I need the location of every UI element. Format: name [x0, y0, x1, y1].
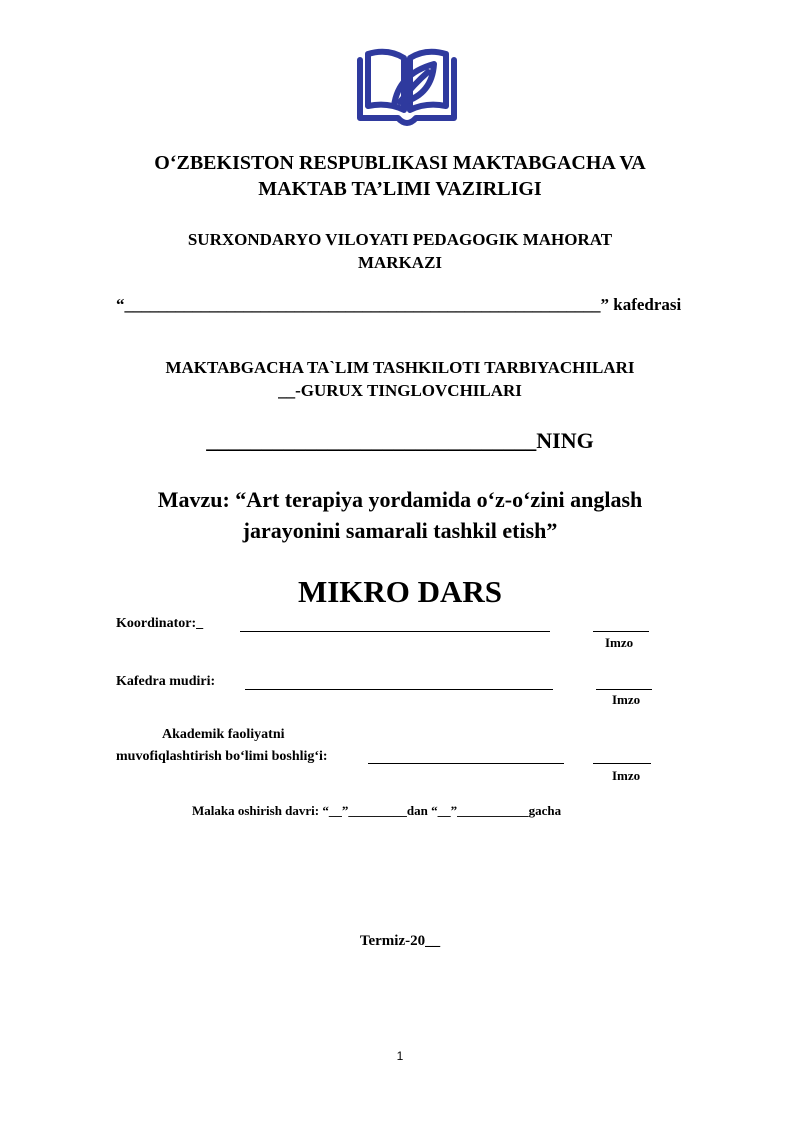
kafedra-line: [116, 295, 681, 315]
kafedra-mudiri-imzo: Imzo: [612, 692, 641, 707]
akademik-signature-line: [593, 749, 651, 764]
akademik-label-line-1: Akademik faoliyatni: [162, 727, 285, 742]
akademik-name-line: [368, 749, 564, 764]
kafedra-open-quote: “: [116, 295, 125, 314]
open-book-leaf-icon: [354, 44, 460, 130]
center-name: [0, 228, 800, 274]
center-line-2: MARKAZI: [357, 253, 443, 272]
koordinator-name-line: [240, 617, 550, 632]
topic-block: [0, 484, 800, 546]
group-line-2: __-GURUX TINGLOVCHILARI: [278, 381, 522, 400]
group-line-1: MAKTABGACHA TA`LIM TASHKILOTI TARBIYACHILARI: [165, 358, 635, 377]
ministry-name: [0, 150, 800, 202]
page-title: MIKRO DARS: [297, 574, 503, 609]
kafedra-blank: ________________________________________________________: [124, 295, 601, 314]
koordinator-imzo: Imzo: [605, 635, 634, 650]
ministry-line-1: O‘ZBEKISTON RESPUBLIKASI MAKTABGACHA VA: [154, 152, 646, 174]
koordinator-signature-line: [593, 617, 649, 632]
topic-line-1: Mavzu: “Art terapiya yordamida o‘z-o‘zini anglash: [157, 487, 643, 512]
training-period: Malaka oshirish davri: “__”_________dan “__”___________gacha: [192, 803, 562, 818]
koordinator-label: Koordinator:_: [116, 616, 204, 631]
topic-line-2: jarayonini samarali tashkil etish”: [242, 518, 558, 543]
center-line-1: SURXONDARYO VILOYATI PEDAGOGIK MAHORAT: [187, 230, 613, 249]
kafedra-mudiri-label: Kafedra mudiri:: [116, 674, 216, 689]
kafedra-mudiri-name-line: [245, 675, 553, 690]
ministry-line-2: MAKTAB TA’LIMI VAZIRLIGI: [258, 178, 542, 200]
kafedra-close-text: ” kafedrasi: [600, 295, 682, 314]
place-year: Termiz-20__: [359, 933, 441, 949]
page-number: 1: [396, 1049, 404, 1063]
group-block: [0, 356, 800, 402]
kafedra-mudiri-signature-line: [596, 675, 652, 690]
akademik-imzo: Imzo: [612, 768, 641, 783]
student-name-line: ______________________________NING: [206, 428, 594, 453]
akademik-label-line-2: muvofiqlashtirish bo‘limi boshlig‘i:: [116, 749, 328, 764]
